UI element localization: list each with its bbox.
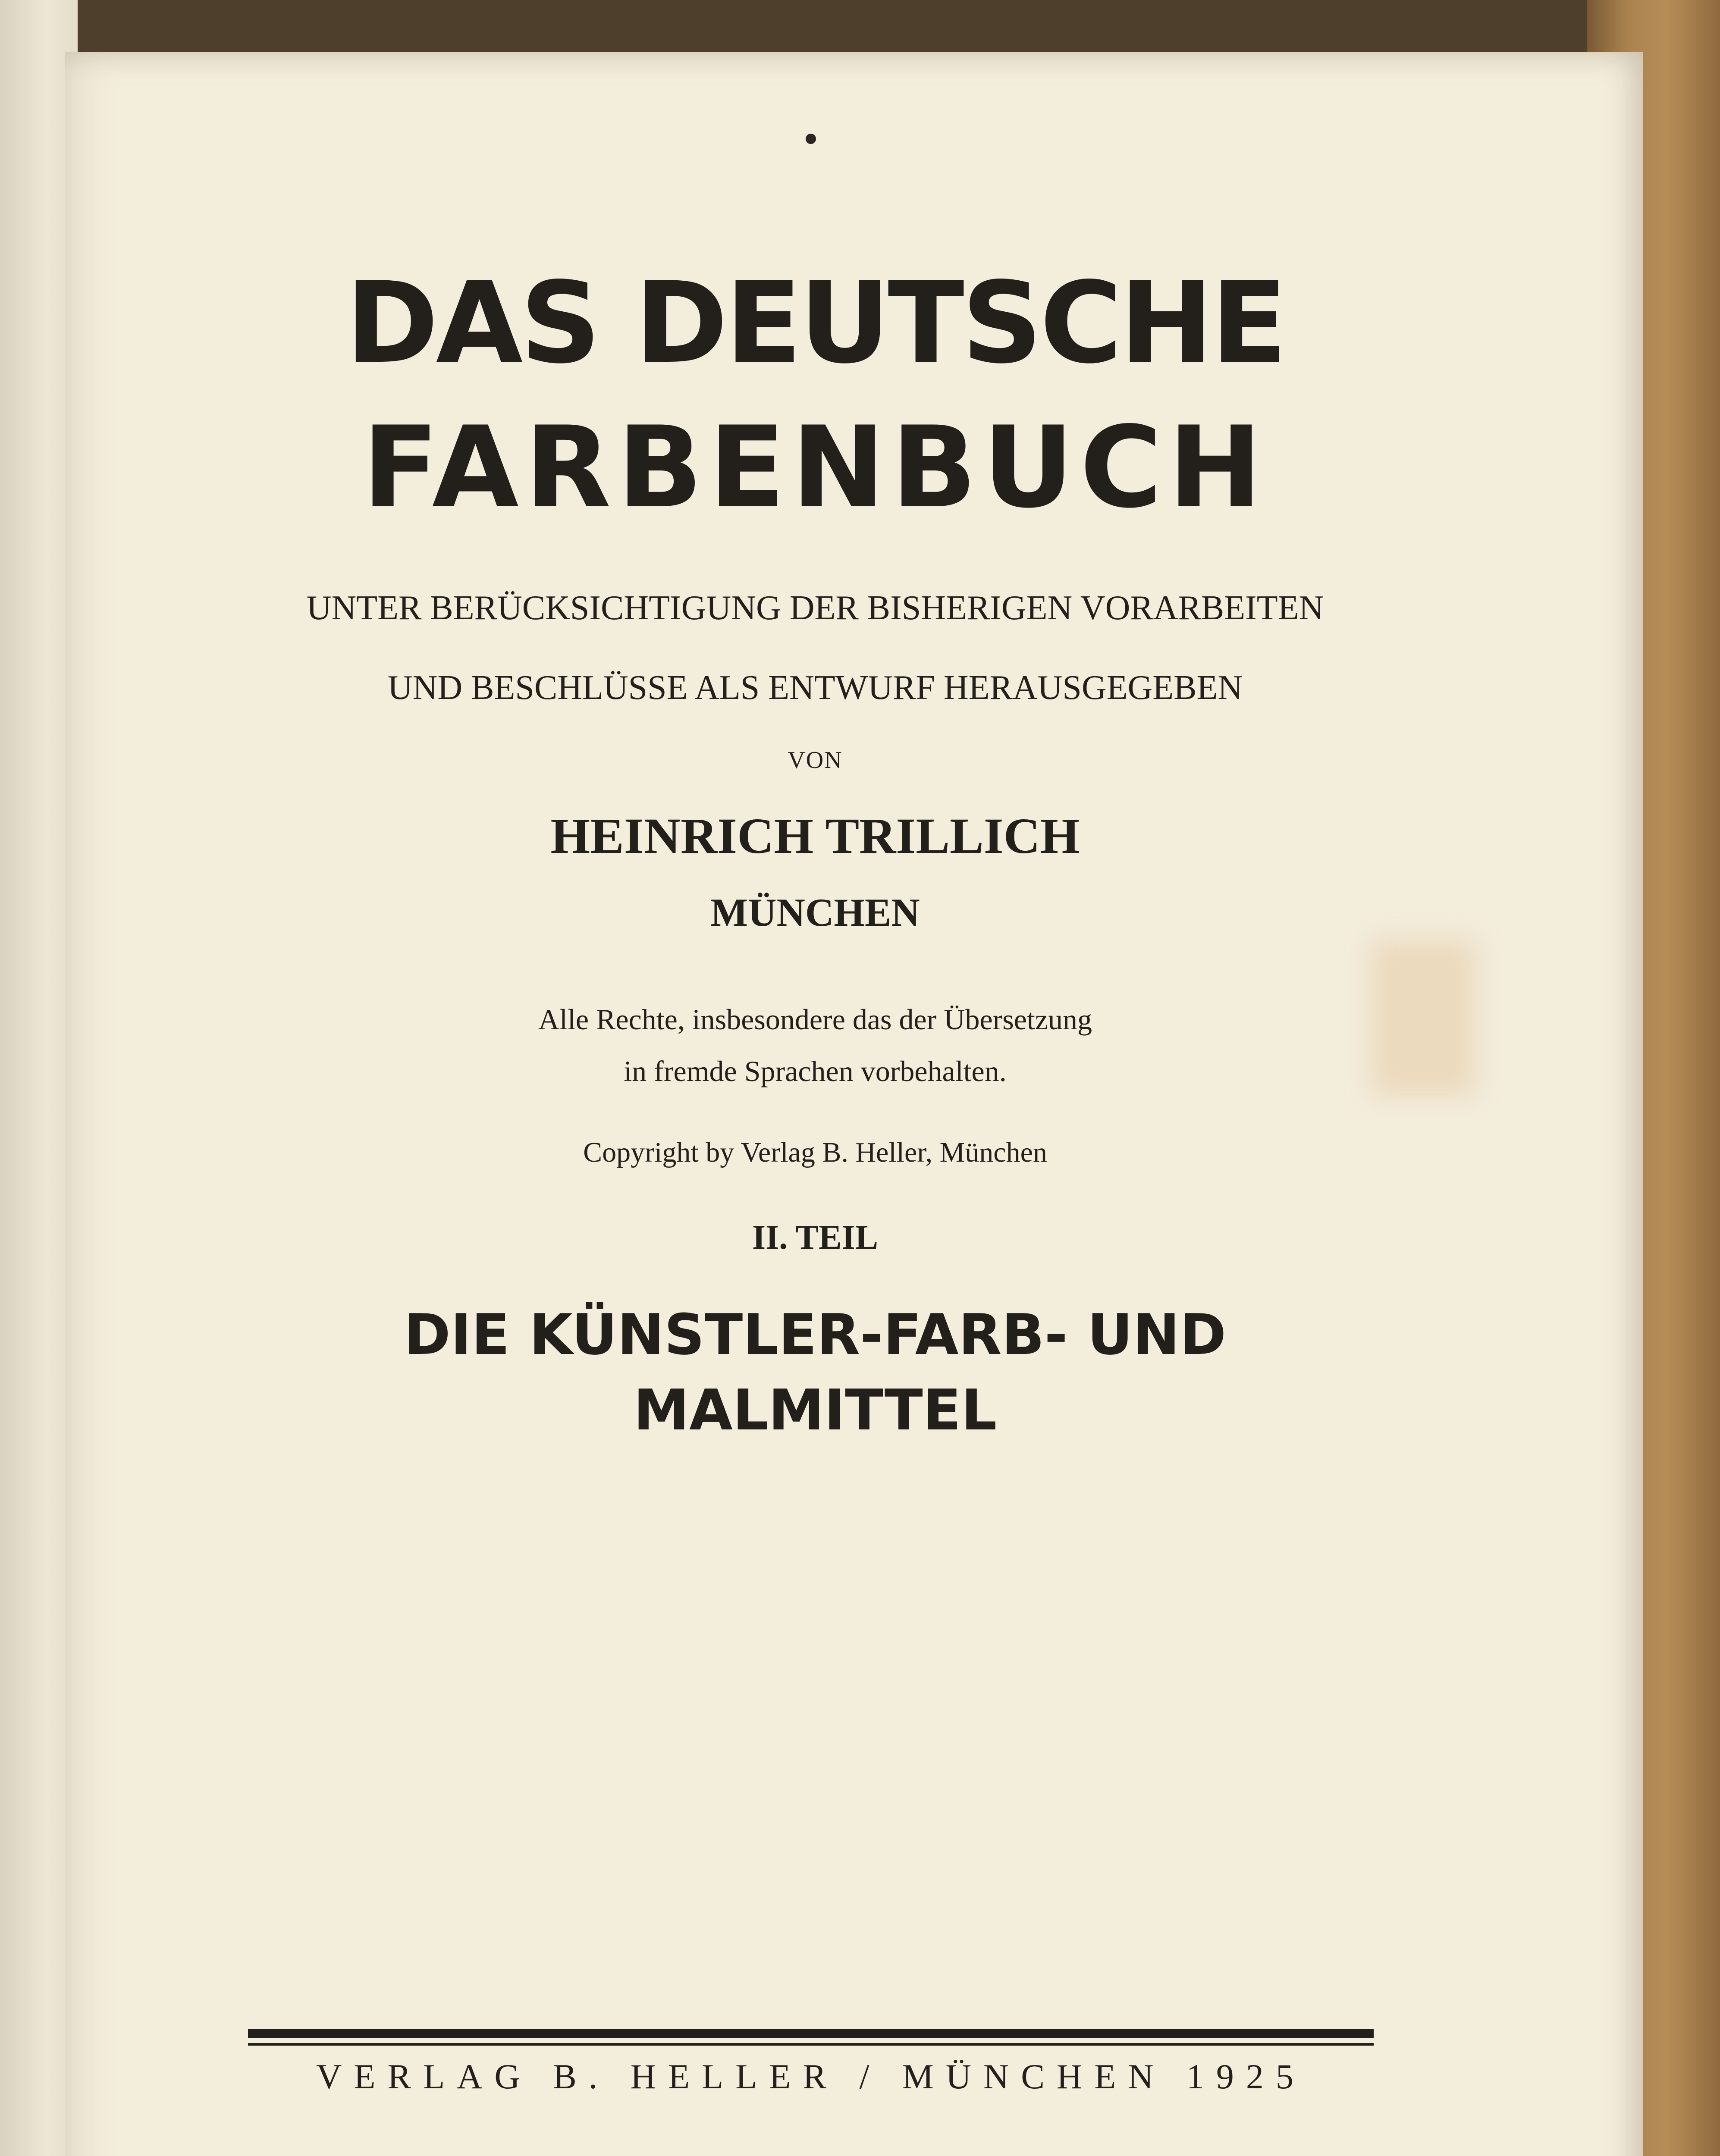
copyright-notice: Copyright by Verlag B. Heller, München bbox=[583, 1137, 1047, 1168]
imprint-rule-thick bbox=[248, 2029, 1374, 2038]
ornament-dot bbox=[806, 134, 816, 144]
publisher-imprint: VERLAG B. HELLER / MÜNCHEN 1925 bbox=[316, 2057, 1306, 2096]
book-title-line-2: FARBENBUCH bbox=[362, 403, 1268, 533]
rights-notice-line-2: in fremde Sprachen vorbehalten. bbox=[624, 1055, 1007, 1087]
part-label: II. TEIL bbox=[752, 1219, 879, 1257]
subtitle-line-2: UND BESCHLÜSSE ALS ENTWURF HERAUSGEGEBEN bbox=[387, 669, 1243, 707]
author-city: MÜNCHEN bbox=[710, 890, 920, 934]
part-title-line-2: MALMITTEL bbox=[633, 1377, 997, 1443]
rights-notice-line-1: Alle Rechte, insbesondere das der Übersetzung bbox=[538, 1003, 1092, 1036]
book-title-line-1: DAS DEUTSCHE bbox=[345, 258, 1285, 389]
subtitle-line-1: UNTER BERÜCKSICHTIGUNG DER BISHERIGEN VORARBEITEN bbox=[306, 589, 1324, 627]
von-label: VON bbox=[788, 747, 843, 774]
author-name: HEINRICH TRILLICH bbox=[550, 808, 1080, 864]
imprint-rule-thin bbox=[248, 2043, 1374, 2046]
part-title-line-1: DIE KÜNSTLER-FARB- UND bbox=[404, 1302, 1227, 1367]
